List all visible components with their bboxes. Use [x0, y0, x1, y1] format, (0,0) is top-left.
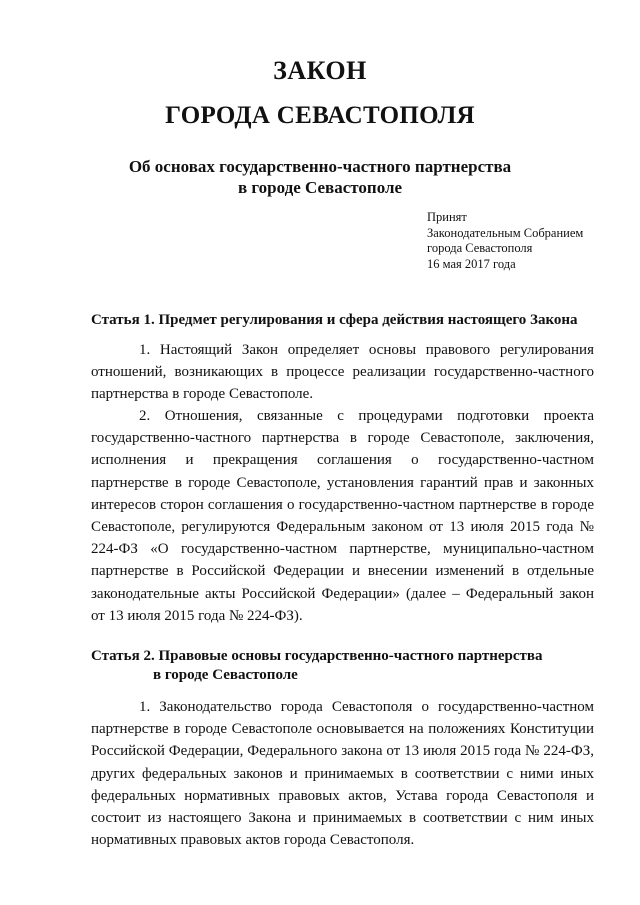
- law-city-title: ГОРОДА СЕВАСТОПОЛЯ: [165, 102, 475, 129]
- subtitle-line-1: Об основах государственно-частного партнерства: [128, 157, 512, 176]
- law-subtitle: [0, 156, 640, 198]
- article-1-paragraph-1: 1. Настоящий Закон определяет основы правового регулирования отношений, возникающих в процессе реализации государственно-частного партнерства в городе Севастополе.: [91, 342, 594, 403]
- article-1-paragraph-2: 2. Отношения, связанные с процедурами подготовки проекта государственно-частного партнерства в городе Севастополе, заключения, исполнения и прекращения соглашения о государственно-частном партнерстве в городе Севастополе, установления гарантий прав и законных интересов сторон соглашения о государственно-частном партнерстве в городе Севастополе, регулируются Федеральным законом от 13 июля 2015 года № 224-ФЗ «О государственно-частном партнерстве, муниципально-частном партнерстве в Российской Федерации и внесении изменений в отдельные законодательные акты Российской Федерации» (далее – Федеральный закон от 13 июля 2015 года № 224-ФЗ).: [91, 408, 594, 624]
- adoption-block: [427, 210, 627, 272]
- adoption-line-2: Законодательным Собранием: [427, 225, 584, 240]
- adoption-line-3: города Севастополя: [427, 241, 533, 255]
- article-2-paragraph-1: 1. Законодательство города Севастополя о государственно-частном партнерстве в городе Севастополе основывается на положениях Конституции Российской Федерации, Федерального закона от 13 июля 2015 года № 224-ФЗ, других федеральных законов и принимаемых в соответствии с ними иных федеральных нормативных правовых актов, Устава города Севастополя и состоит из настоящего Закона и принимаемых в соответствии с ним иных нормативных правовых актов города Севастополя.: [91, 699, 594, 849]
- law-title: ЗАКОН: [273, 56, 367, 85]
- adoption-date: 16 мая 2017 года: [427, 256, 516, 271]
- article-1-heading: Статья 1. Предмет регулирования и сфера действия настоящего Закона: [91, 312, 578, 328]
- article-2-heading-line-1: Статья 2. Правовые основы государственно-частного партнерства: [91, 648, 543, 664]
- subtitle-line-2: в городе Севастополе: [237, 178, 403, 197]
- adoption-line-1: Принят: [427, 210, 467, 224]
- article-2-heading-line-2: в городе Севастополе: [153, 667, 298, 683]
- article-2-heading: [91, 647, 601, 685]
